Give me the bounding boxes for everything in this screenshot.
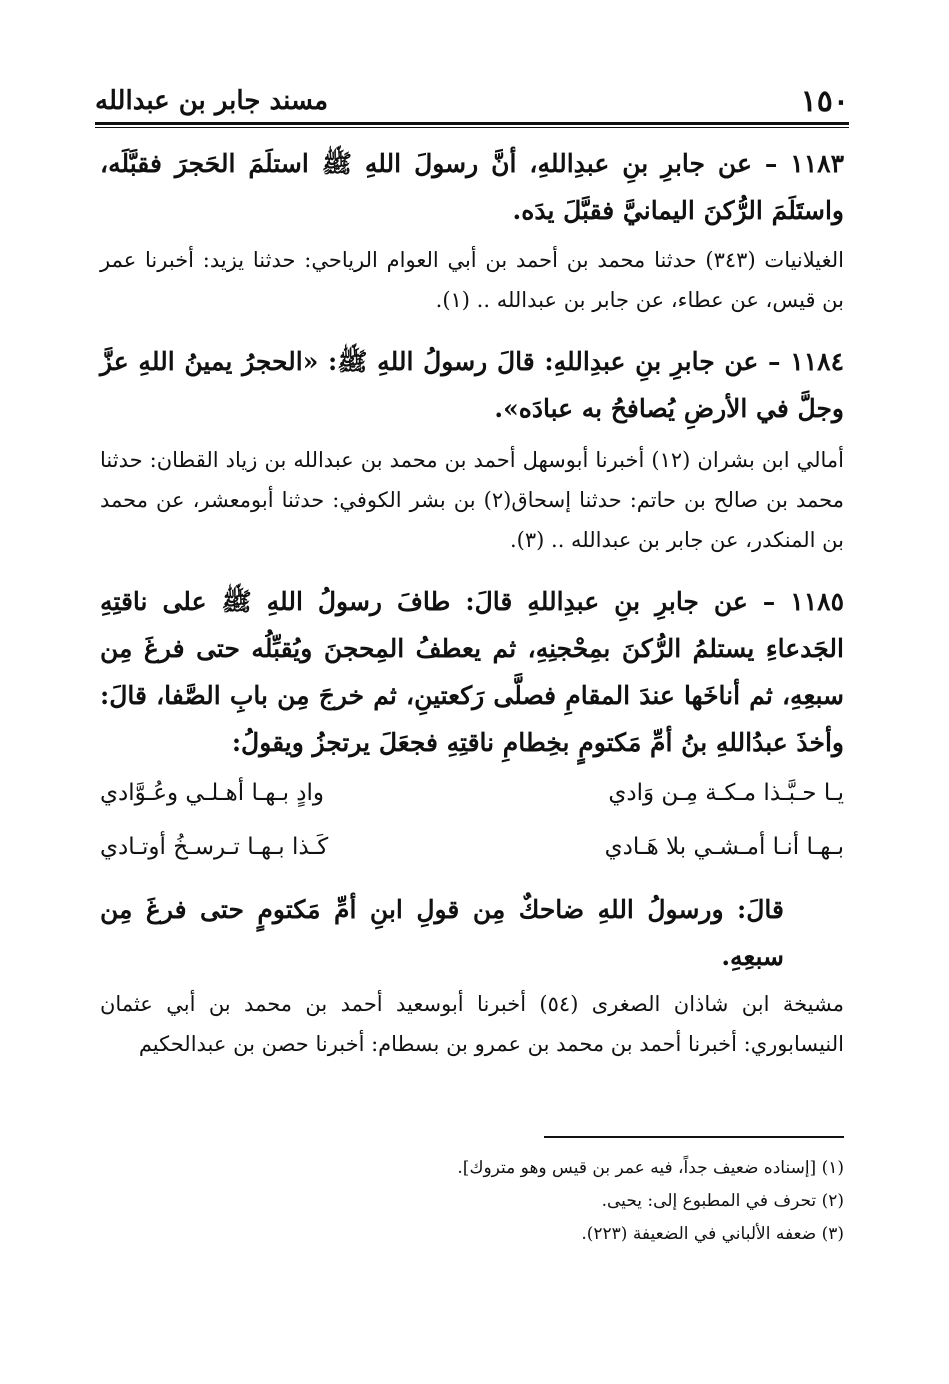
footnote-rule xyxy=(544,1136,844,1138)
verse-hemistich-first: يـا حـبَّـذا مـكـة مِـن وَادي xyxy=(608,780,844,806)
running-title: مسند جابر بن عبدالله xyxy=(95,86,329,116)
page-body xyxy=(100,140,844,1064)
footnote-1: (١) [إسناده ضعيف جداً، فيه عمر بن قيس وهو متروك]. xyxy=(457,1158,844,1178)
page-header xyxy=(95,84,849,124)
source-1185: مشيخة ابن شاذان الصغرى (٥٤) أخبرنا أبوسعيد أحمد بن محمد بن أبي عثمان النيسابوري: أخبرنا أحمد بن محمد بن عمرو بن بسطام: أخبرنا حصن بن عبدالحكيم xyxy=(100,992,844,1056)
verse-hemistich-second: وادٍ بـهـا أهـلـي وعُـوَّادي xyxy=(100,780,325,806)
header-rule-thin xyxy=(95,127,849,128)
header-rule xyxy=(95,122,849,125)
footnote-3: (٣) ضعفه الألباني في الضعيفة (٢٢٣). xyxy=(581,1224,844,1244)
source-1183: الغيلانيات (٣٤٣) حدثنا محمد بن أحمد بن أبي العوام الرياحي: حدثنا يزيد: أخبرنا عمر بن قيس، عن عطاء، عن جابر بن عبدالله .. (١). xyxy=(100,248,845,312)
poem-verses xyxy=(100,766,844,874)
hadith-1184: ١١٨٤ – عن جابرِ بنِ عبدِاللهِ: قالَ رسولُ اللهِ ﷺ: «الحجرُ يمينُ اللهِ عزَّ وجلَّ في الأرضِ يُصافحُ به عبادَه». xyxy=(100,347,844,423)
source-1184: أمالي ابن بشران (١٢) أخبرنا أبوسهل أحمد بن محمد بن عبدالله بن زياد القطان: حدثنا محمد بن صالح بن حاتم: حدثنا إسحاق(٢) بن بشر الكوفي: حدثنا أبومعشر، عن محمد بن المنكدر، عن جابر بن عبدالله .. (٣). xyxy=(100,448,844,552)
verse-hemistich-first: بـهـا أنـا أمـشـي بلا هَـادي xyxy=(604,834,844,860)
verse-row xyxy=(100,766,844,820)
hadith-1185-closing: قالَ: ورسولُ اللهِ ضاحكٌ مِن قولِ ابنِ أمِّ مَكتومٍ حتى فرغَ مِن سبعِهِ. xyxy=(100,895,784,971)
footnotes xyxy=(100,1152,844,1251)
footnote-2: (٢) تحرف في المطبوع إلى: يحيى. xyxy=(601,1191,844,1211)
hadith-1185: ١١٨٥ – عن جابرِ بنِ عبدِاللهِ قالَ: طافَ رسولُ اللهِ ﷺ على ناقتِهِ الجَدعاءِ يستلمُ الرُّكنَ بمِحْجنِهِ، ثم يعطفُ المِحجنَ ويُقبِّلُه حتى فرغَ مِن سبعِهِ، ثم أناخَها عندَ المقامِ فصلَّى رَكعتينِ، ثم خرجَ مِن بابِ الصَّفا، قالَ: وأخذَ عبدُاللهِ بنُ أمِّ مَكتومٍ بخِطامِ ناقتِهِ فجعَلَ يرتجزُ ويقولُ: xyxy=(100,587,844,757)
page-number: ١٥٠ xyxy=(800,84,849,119)
hadith-1183: ١١٨٣ – عن جابرِ بنِ عبدِاللهِ، أنَّ رسولَ اللهِ ﷺ استلَمَ الحَجرَ فقبَّلَه، واستَلَمَ الرُّكنَ اليمانيَّ فقبَّلَ يدَه. xyxy=(100,149,844,225)
verse-row xyxy=(100,820,844,874)
verse-hemistich-second: كَـذا بـهـا تـرسـخُ أوتـادي xyxy=(100,834,329,860)
